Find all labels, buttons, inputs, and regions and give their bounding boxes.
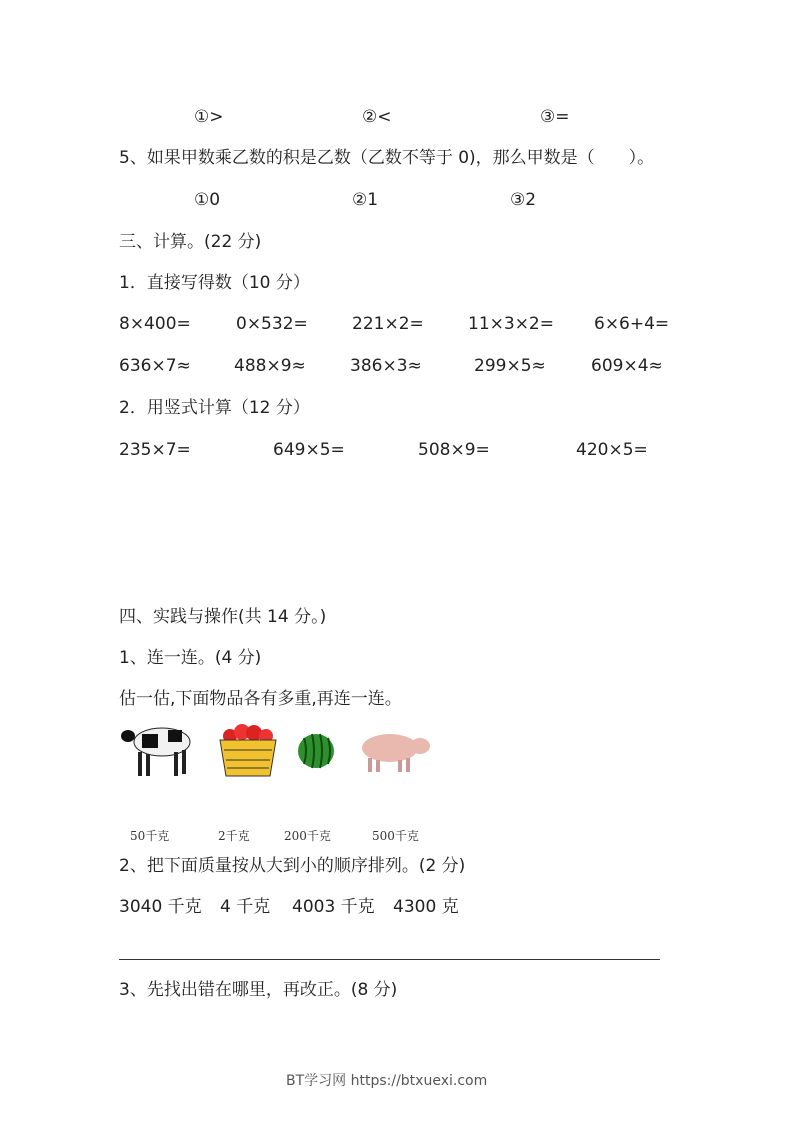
weight-option: 2千克 <box>218 829 250 843</box>
calc-item: 11×3×2= <box>468 314 554 334</box>
section3-title: 三、计算。(22 分) <box>119 232 262 252</box>
part2-title: 2．用竖式计算（12 分） <box>119 398 310 418</box>
vertical-calc-item: 420×5= <box>576 440 648 460</box>
q4-option-2: ②< <box>362 107 392 127</box>
weight-option: 500千克 <box>372 829 419 843</box>
q4-option-3: ③= <box>540 107 570 127</box>
calc-item: 6×6+4= <box>594 314 670 334</box>
q5-text: 5、如果甲数乘乙数的积是乙数（乙数不等于 0)，那么甲数是（ ）。 <box>119 148 655 168</box>
pig-image <box>356 726 432 774</box>
estimate-item: 386×3≈ <box>350 356 422 376</box>
apple-basket-image <box>218 722 278 780</box>
watermelon-image <box>296 732 336 770</box>
calc-item: 8×400= <box>119 314 191 334</box>
weight-option: 50千克 <box>130 829 170 843</box>
cow-image <box>118 718 202 782</box>
vertical-calc-item: 649×5= <box>273 440 345 460</box>
mass-item: 4300 克 <box>393 897 459 917</box>
vertical-calc-item: 235×7= <box>119 440 191 460</box>
q1-title: 1、连一连。(4 分) <box>119 648 262 668</box>
q4-option-1: ①> <box>194 107 224 127</box>
q5-option-1: ①0 <box>194 190 221 210</box>
q2-title: 2、把下面质量按从大到小的顺序排列。(2 分) <box>119 856 466 876</box>
part1-title: 1．直接写得数（10 分） <box>119 273 310 293</box>
estimate-item: 609×4≈ <box>591 356 663 376</box>
estimate-item: 636×7≈ <box>119 356 191 376</box>
weight-option: 200千克 <box>284 829 331 843</box>
q5-option-2: ②1 <box>352 190 379 210</box>
q3-title: 3、先找出错在哪里，再改正。(8 分) <box>119 980 398 1000</box>
estimate-item: 488×9≈ <box>234 356 306 376</box>
mass-item: 4003 千克 <box>292 897 375 917</box>
mass-item: 4 千克 <box>220 897 271 917</box>
calc-item: 221×2= <box>352 314 424 334</box>
q1-instruction: 估一估,下面物品各有多重,再连一连。 <box>119 689 402 709</box>
calc-item: 0×532= <box>236 314 308 334</box>
mass-item: 3040 千克 <box>119 897 202 917</box>
vertical-calc-item: 508×9= <box>418 440 490 460</box>
section4-title: 四、实践与操作(共 14 分。) <box>119 607 327 627</box>
estimate-item: 299×5≈ <box>474 356 546 376</box>
q5-option-3: ③2 <box>510 190 537 210</box>
footer-watermark: BT学习网 https://btxuexi.com <box>286 1073 488 1089</box>
answer-line <box>119 959 660 960</box>
